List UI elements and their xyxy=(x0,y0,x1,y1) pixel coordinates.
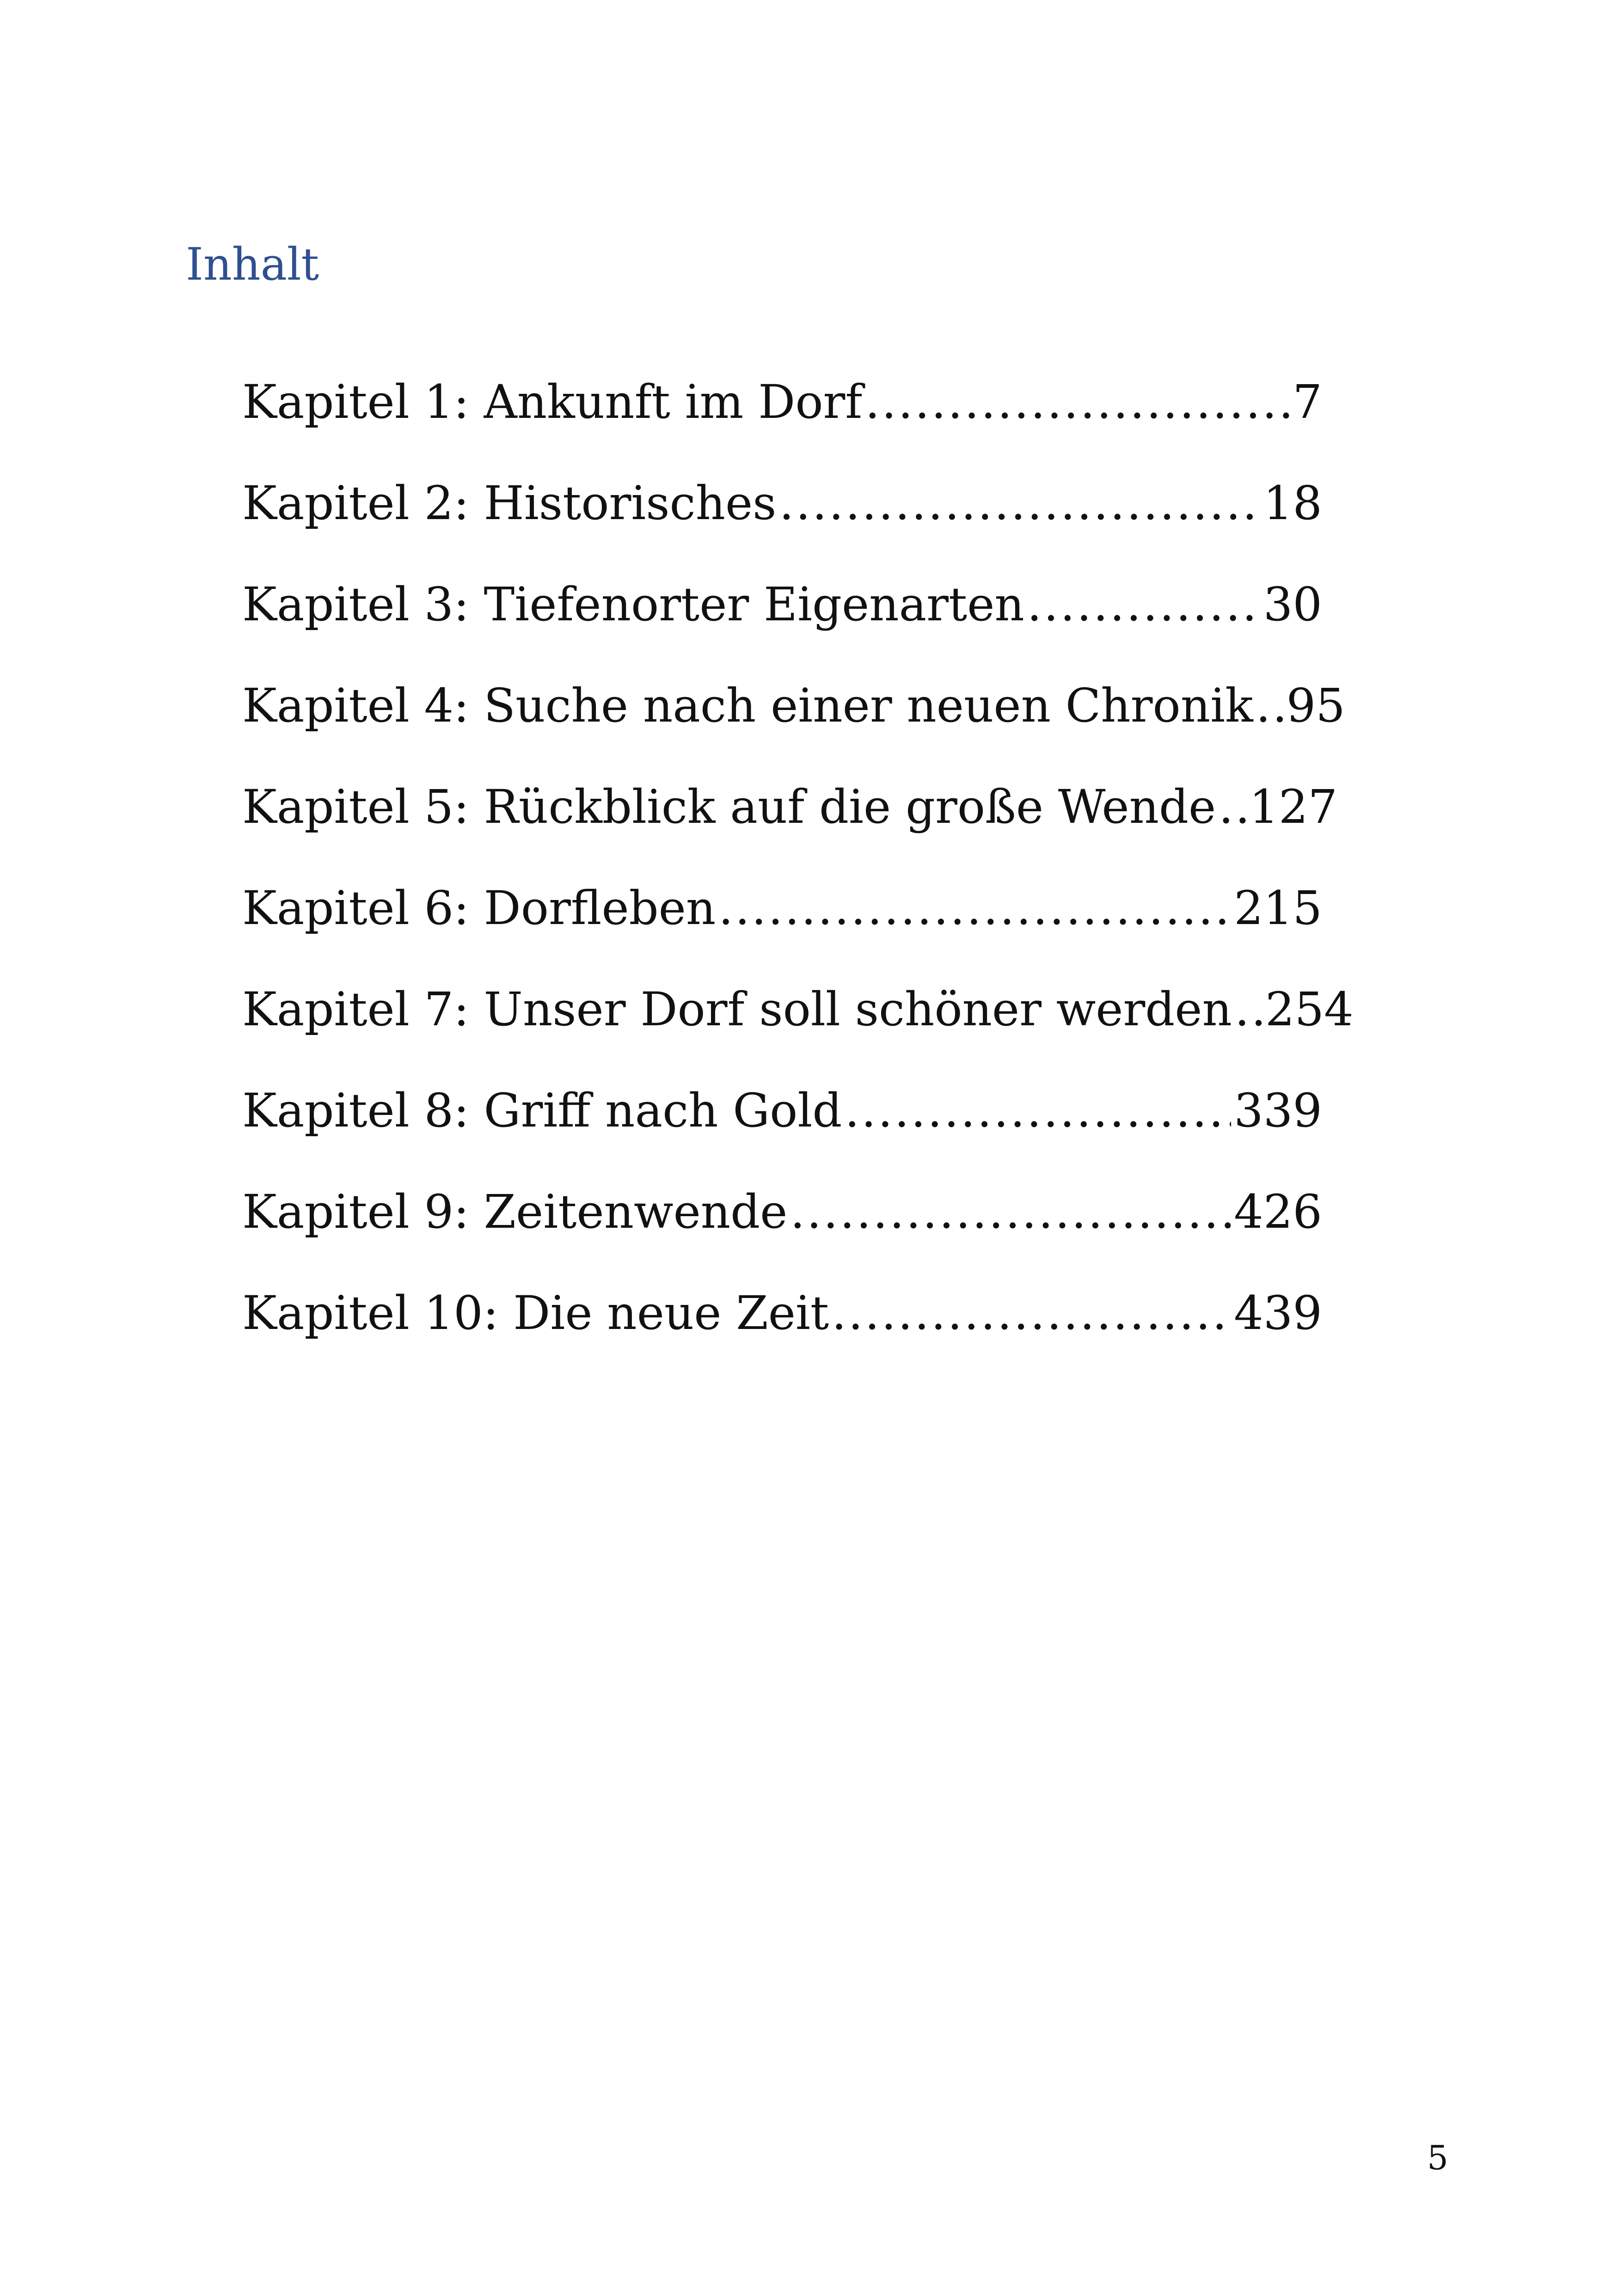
toc-entry-title: Kapitel 7: Unser Dorf soll schöner werden xyxy=(242,982,1232,1036)
toc-entry[interactable] xyxy=(242,471,1322,572)
toc-entry-page: 7 xyxy=(1293,375,1322,429)
toc-entry[interactable] xyxy=(242,1180,1322,1281)
toc-entry-title: Kapitel 3: Tiefenorter Eigenarten xyxy=(242,577,1024,631)
toc-entry-page: 18 xyxy=(1263,476,1322,530)
toc-entry-page: 426 xyxy=(1234,1185,1322,1239)
toc-entry-title: Kapitel 10: Die neue Zeit xyxy=(242,1286,829,1340)
toc-entry[interactable] xyxy=(242,977,1354,1078)
toc-entry[interactable] xyxy=(242,1281,1322,1382)
toc-dot-leader xyxy=(790,1180,1231,1244)
toc-entry-page: 30 xyxy=(1263,577,1322,631)
toc-entry-page: 254 xyxy=(1265,982,1354,1036)
toc-entry[interactable] xyxy=(242,876,1322,977)
toc-entry-page: 215 xyxy=(1234,881,1322,935)
toc-entry[interactable] xyxy=(242,673,1345,775)
toc-entry-title: Kapitel 8: Griff nach Gold xyxy=(242,1084,842,1138)
toc-entry-title: Kapitel 4: Suche nach einer neuen Chronik xyxy=(242,679,1253,733)
toc-dot-leader xyxy=(779,471,1260,536)
toc-entry-title: Kapitel 6: Dorfleben xyxy=(242,881,716,935)
toc-dot-leader xyxy=(1235,977,1263,1042)
toc-entry-title: Kapitel 1: Ankunft im Dorf xyxy=(242,375,863,429)
toc-dot-leader xyxy=(832,1281,1231,1346)
toc-entry-page: 127 xyxy=(1249,780,1338,834)
toc-list xyxy=(242,370,1354,1382)
toc-dot-leader xyxy=(1027,572,1261,637)
toc-dot-leader xyxy=(1256,673,1284,738)
toc-entry-title: Kapitel 5: Rückblick auf die große Wende xyxy=(242,780,1216,834)
toc-entry-title: Kapitel 2: Historisches xyxy=(242,476,777,530)
page-number: 5 xyxy=(1427,2138,1448,2177)
toc-entry-page: 95 xyxy=(1286,679,1345,733)
toc-entry-page: 339 xyxy=(1234,1084,1322,1138)
toc-entry-page: 439 xyxy=(1234,1286,1322,1340)
toc-heading: Inhalt xyxy=(186,239,319,290)
toc-dot-leader xyxy=(718,876,1231,941)
toc-entry-title: Kapitel 9: Zeitenwende xyxy=(242,1185,788,1239)
toc-dot-leader xyxy=(845,1078,1231,1143)
toc-entry[interactable] xyxy=(242,775,1338,876)
toc-dot-leader xyxy=(1219,775,1246,839)
toc-entry[interactable] xyxy=(242,370,1322,471)
toc-dot-leader xyxy=(865,370,1290,435)
toc-entry[interactable] xyxy=(242,1078,1322,1180)
toc-entry[interactable] xyxy=(242,572,1322,673)
